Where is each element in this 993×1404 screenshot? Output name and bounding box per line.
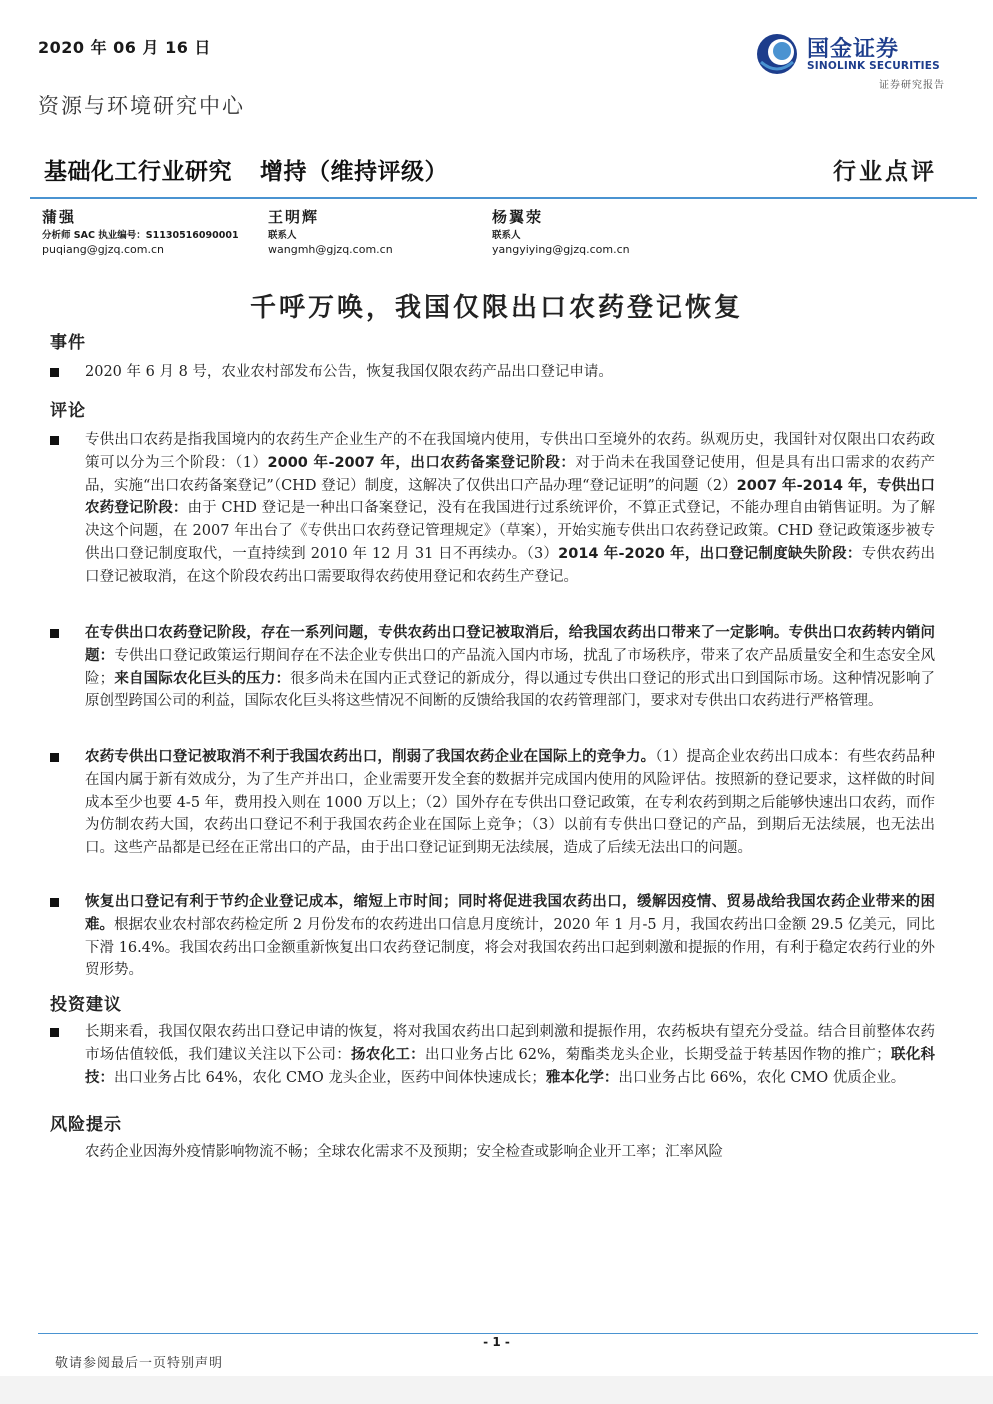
section-title-comment: 评论 [50,401,86,421]
bullet-icon [50,898,59,907]
report-date: 2020 年 06 月 16 日 [38,38,211,57]
analyst-role: 联系人 [268,230,297,241]
analyst-name: 蒲强 [42,208,77,226]
logo-english-name: SINOLINK SECURITIES [807,60,940,72]
bullet-icon [50,629,59,638]
header-divider [30,197,977,199]
disclaimer-note: 敬请参阅最后一页特别声明 [55,1356,224,1371]
section-title-risk: 风险提示 [50,1115,122,1135]
comment-paragraph-4 [50,891,935,982]
bullet-icon [50,1028,59,1037]
section-title-invest: 投资建议 [50,995,122,1015]
page-number: - 1 - [483,1335,510,1349]
industry-title-row [44,153,448,186]
page-bottom-band [0,1376,993,1404]
research-center: 资源与环境研究中心 [38,94,245,118]
analyst-role: 联系人 [492,230,521,241]
analyst-email[interactable]: puqiang@gjzq.com.cn [42,243,164,256]
paragraph-text: 恢复出口登记有利于节约企业登记成本，缩短上市时间；同时将促进我国农药出口，缓解因疫情、贸易战给我国农药企业带来的困难。根据农业农村部农药检定所 2 月份发布的农药进出口信息月度统计，2020 年 1 月-5 月，我国农药出口金额 29.5 亿美元，同比下滑 16.4%。我国农药出口金额重新恢复出口农药登记制度，将会对我国农药出口起到刺激和提振的作用，有利于稳定农药行业的外贸形势。 [85,894,935,979]
section-title-event: 事件 [50,333,86,353]
industry-name: 基础化工行业研究 [44,159,232,185]
bullet-icon [50,436,59,445]
paragraph-text: 长期来看，我国仅限农药出口登记申请的恢复，将对我国农药出口起到刺激和提振作用，农药板块有望充分受益。结合目前整体农药市场估值较低，我们建议关注以下公司：扬农化工：出口业务占比 62%，菊酯类龙头企业，长期受益于转基因作物的推广；联化科技：出口业务占比 64%，农化 CMO 龙头企业，医药中间体快速成长；雅本化学：出口业务占比 66%，农化 CMO 优质企业。 [85,1024,936,1086]
event-paragraph [50,361,935,384]
analyst-block [42,210,239,257]
analyst-block [492,210,630,257]
footer-divider [38,1333,978,1334]
paragraph-text: 农药企业因海外疫情影响物流不畅；全球农化需求不及预期；安全检查或影响企业开工率；汇率风险 [85,1144,723,1160]
comment-paragraph-1 [50,429,935,589]
sinolink-logo-icon [755,32,799,76]
analyst-name: 杨翼荥 [492,208,544,226]
paragraph-text: 农药专供出口登记被取消不利于我国农药出口，削弱了我国农药企业在国际上的竞争力。（1）提高企业农药出口成本：有些农药品种在国内属于新有效成分，为了生产并出口，企业需要开发全套的数据并完成国内使用的风险评估。按照新的登记要求，这样做的时间成本至少也要 4-5 年，费用投入则在 1000 万以上；（2）国外存在专供出口登记政策，在专利农药到期之后能够快速出口农药，而作为仿制农药大国，农药出口登记不利于我国农药企业在国际上竞争；（3）以前有专供出口登记的产品，到期后无法续展，也无法出口。这些产品都是已经在正常出口的产品，由于出口登记证到期无法续展，造成了后续无法出口的问题。 [85,749,935,857]
report-headline: 千呼万唤，我国仅限出口农药登记恢复 [249,293,743,323]
logo-subtitle: 证券研究报告 [879,80,945,91]
logo-chinese-name: 国金证券 [807,37,900,62]
analyst-email[interactable]: yangyiying@gjzq.com.cn [492,243,630,256]
comment-paragraph-2 [50,622,935,713]
bullet-icon [50,753,59,762]
rating: 增持（维持评级） [260,159,448,185]
comment-paragraph-3 [50,746,935,860]
risk-paragraph [50,1141,935,1164]
analyst-email[interactable]: wangmh@gjzq.com.cn [268,243,393,256]
analyst-name: 王明辉 [268,208,320,226]
invest-paragraph [50,1021,935,1089]
analyst-role: 分析师 SAC 执业编号：S1130516090001 [42,230,239,241]
analyst-block [268,210,393,257]
company-logo [755,30,945,92]
paragraph-text: 2020 年 6 月 8 号，农业农村部发布公告，恢复我国仅限农药产品出口登记申请。 [85,364,613,380]
report-type: 行业点评 [833,158,937,185]
paragraph-text: 专供出口农药是指我国境内的农药生产企业生产的不在我国境内使用，专供出口至境外的农药。纵观历史，我国针对仅限出口农药政策可以分为三个阶段：（1）2000 年-2007 年，出口农药备案登记阶段：对于尚未在我国登记使用，但是具有出口需求的农药产品，实施“出口农药备案登记”（CHD 登记）制度，这解决了仅供出口产品办理“登记证明”的问题（2）2007 年-2014 年，专供出口农药登记阶段：由于 CHD 登记是一种出口备案登记，没有在我国进行过系统评价，不算正式登记，不能办理自由销售证明。为了解决这个问题，在 2007 年出台了《专供出口农药登记管理规定》（草案），开始实施专供出口农药登记政策。CHD 登记政策逐步被专供出口登记制度取代，一直持续到 2010 年 12 月 31 日不再续办。（3）2014 年-2020 年，出口登记制度缺失阶段：专供农药出口登记被取消，在这个阶段农药出口需要取得农药使用登记和农药生产登记。 [85,432,936,585]
paragraph-text: 在专供出口农药登记阶段，存在一系列问题，专供农药出口登记被取消后，给我国农药出口带来了一定影响。专供出口农药转内销问题：专供出口登记政策运行期间存在不法企业专供出口的产品流入国内市场，扰乱了市场秩序，带来了农产品质量安全和生态安全风险；来自国际农化巨头的压力：很多尚未在国内正式登记的新成分，得以通过专供出口登记的形式出口到国际市场。这种情况影响了原创型跨国公司的利益，国际农化巨头将这些情况不间断的反馈给我国的农药管理部门，要求对专供出口农药进行严格管理。 [85,625,936,710]
bullet-icon [50,368,59,377]
